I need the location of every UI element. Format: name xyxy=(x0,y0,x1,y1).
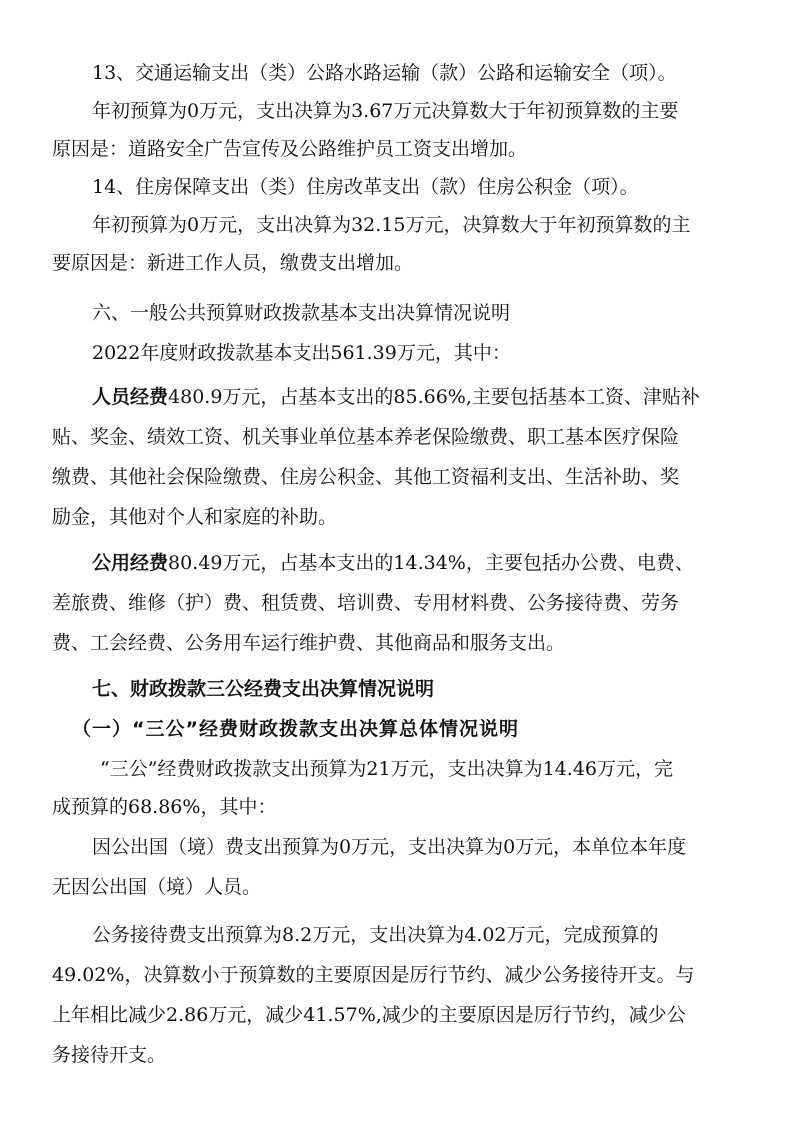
text-line-13: 80.49万元，占基本支出的14.34%，主要包括办公费、电费、 xyxy=(168,552,694,574)
text-line-15: 费、工会经费、公务用车运行维护费、其他商品和服务支出。 xyxy=(52,632,566,654)
text-line-3: 原因是：道路安全广告宣传及公路维护员工资支出增加。 xyxy=(52,138,528,160)
subsection-heading-one: （一）“三公”经费财政拨款支出决算总体情况说明 xyxy=(72,718,519,740)
text-line-4: 14、住房保障支出（类）住房改革支出（款）住房公积金（项）。 xyxy=(92,176,639,198)
text-line-23: 49.02%，决算数小于预算数的主要原因是厉行节约、减少公务接待开支。与 xyxy=(52,964,695,986)
text-line-19: 成预算的68.86%，其中： xyxy=(52,796,277,818)
section-heading-seven: 七、财政拨款三公经费支出决算情况说明 xyxy=(92,678,435,700)
text-line-12: 励金，其他对个人和家庭的补助。 xyxy=(52,506,338,528)
personnel-expense-line xyxy=(0,384,793,410)
text-line-10: 贴、奖金、绩效工资、机关事业单位基本养老保险缴费、职工基本医疗保险 xyxy=(52,426,680,448)
text-line-9: 480.9万元，占基本支出的85.66%,主要包括基本工资、津贴补 xyxy=(168,386,700,408)
text-line-11: 缴费、其他社会保险缴费、住房公积金、其他工资福利支出、生活补助、奖 xyxy=(52,466,680,488)
bold-term-public: 公用经费 xyxy=(92,552,169,574)
section-heading-six: 六、一般公共预算财政拨款基本支出决算情况说明 xyxy=(92,302,511,324)
text-line-22: 公务接待费支出预算为8.2万元，支出决算为4.02万元，完成预算的 xyxy=(92,924,659,946)
public-expense-line xyxy=(0,550,793,576)
text-line-2: 年初预算为0万元，支出决算为3.67万元决算数大于年初预算数的主要 xyxy=(92,100,679,122)
text-line-8: 2022年度财政拨款基本支出561.39万元，其中： xyxy=(92,342,511,364)
text-line-6: 要原因是：新进工作人员，缴费支出增加。 xyxy=(52,252,414,274)
text-line-18: “三公”经费财政拨款支出预算为21万元，支出决算为14.46万元，完 xyxy=(100,758,673,780)
text-line-25: 务接待开支。 xyxy=(52,1044,167,1066)
text-line-5: 年初预算为0万元，支出决算为32.15万元，决算数大于年初预算数的主 xyxy=(92,214,691,236)
text-line-14: 差旅费、维修（护）费、租赁费、培训费、专用材料费、公务接待费、劳务 xyxy=(52,592,680,614)
text-line-20: 因公出国（境）费支出预算为0万元，支出决算为0万元，本单位本年度 xyxy=(92,836,687,858)
bold-term-personnel: 人员经费 xyxy=(92,386,169,408)
text-line-24: 上年相比减少2.86万元，减少41.57%,减少的主要原因是厉行节约，减少公 xyxy=(52,1004,686,1026)
text-line-21: 无因公出国（境）人员。 xyxy=(52,876,262,898)
text-line-1: 13、交通运输支出（类）公路水路运输（款）公路和运输安全（项）。 xyxy=(92,62,677,84)
